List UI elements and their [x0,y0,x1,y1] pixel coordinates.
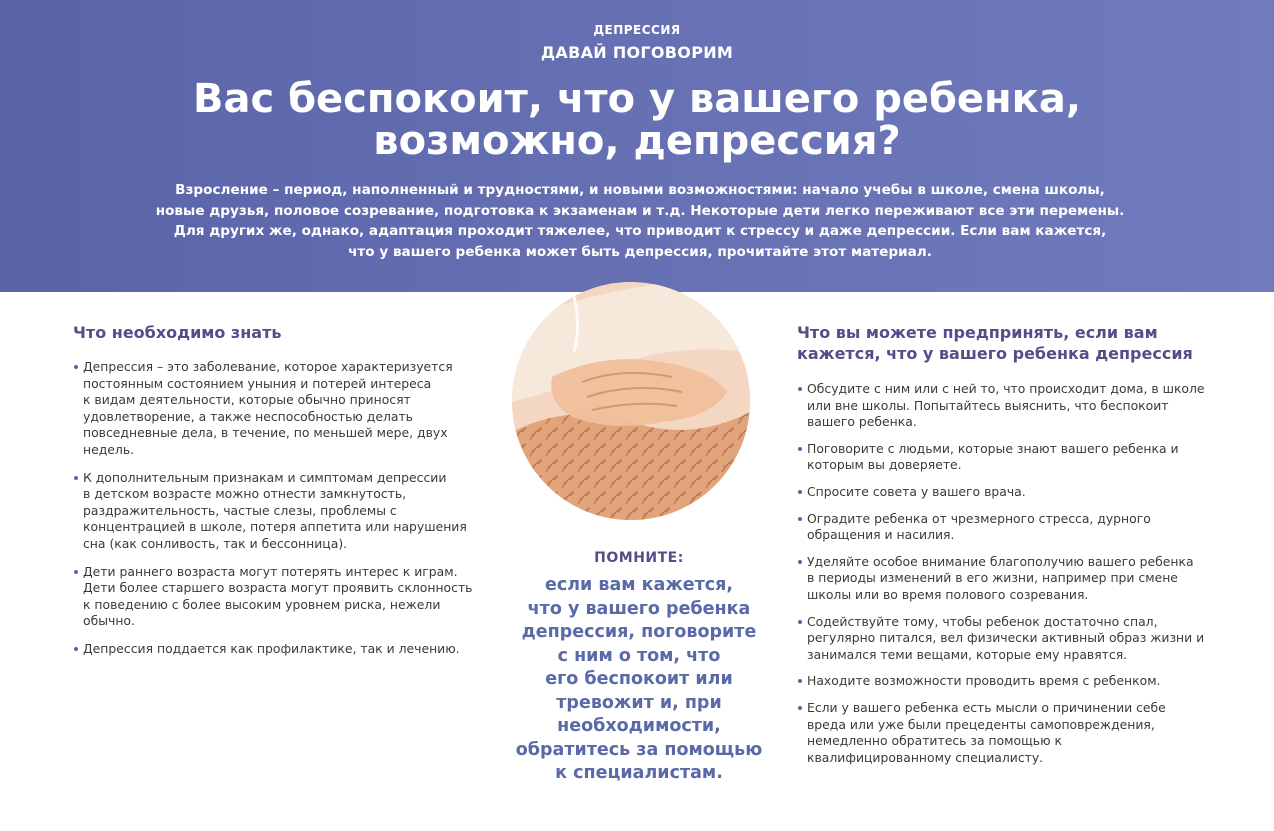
remember-box [510,550,768,786]
bullet-line: Дети раннего возраста могут потерять интерес к играм. [83,563,458,579]
right-heading-line: Что вы можете предпринять, если вам [797,323,1158,342]
subkicker: ДАВАЙ ПОГОВОРИМ [540,43,734,62]
bullet-item [797,700,1217,766]
remember-line: необходимости, [557,716,721,736]
bullet-line: немедленно обратитесь за помощью к [807,733,1062,749]
left-column [73,322,483,669]
title-line: Вас беспокоит, что у вашего ребенка, [192,76,1082,122]
bullet-line: Дети более старшего возраста могут проявить склонность [83,580,473,596]
bullet-line: к видам деятельности, которые обычно приносят [83,392,411,408]
bullet-line: обычно. [83,613,135,629]
right-bullet-list [797,381,1217,766]
bullet-line: постоянным состоянием уныния и потерей интереса [83,375,432,391]
bullet-line: обращения и насилия. [807,527,955,543]
bullet-line: Депрессия – это заболевание, которое характеризуется [83,359,453,374]
title-line: возможно, депрессия? [373,118,901,164]
bullet-line: Уделяйте особое внимание благополучию вашего ребенка [807,553,1194,569]
remember-line: с ним о том, что [557,645,721,666]
bullet-line: в детском возрасте можно отнести замкнутость, [83,486,407,502]
bullet-line: вашего ребенка. [807,414,917,430]
remember-line: депрессия, поговорите [521,622,757,642]
bullet-line: занимался теми вещами, которые ему нравятся. [807,646,1128,662]
bullet-item [797,381,1217,431]
intro-line: Взросление – период, наполненный и трудностями, и новыми возможностями: начало учебы в школе, смена школы, [175,182,1105,198]
remember-line: если вам кажется, [544,575,734,595]
bullet-line: Оградите ребенка от чрезмерного стресса, дурного [807,510,1151,526]
bullet-item [797,441,1217,474]
kicker: ДЕПРЕССИЯ [593,23,681,37]
bullet-line: Обсудите с ним или с ней то, что происходит дома, в школе [807,381,1205,396]
bullet-item [797,484,1217,501]
remember-label: ПОМНИТЕ: [594,550,684,566]
bullet-item [797,554,1217,604]
bullet-line: регулярно питался, вел физически активный образ жизни и [807,630,1205,646]
bullet-line: которым вы доверяете. [807,457,962,473]
bullet-line: или вне школы. Попытайтесь выяснить, что беспокоит [807,397,1169,413]
left-heading: Что необходимо знать [73,323,282,342]
bullet-item [797,673,1217,690]
bullet-line: школы или во время полового созревания. [807,586,1089,602]
remember-line: тревожит и, при [556,692,722,713]
bullet-line: квалифицированному специалисту. [807,749,1044,765]
bullet-line: концентрацией в школе, потеря аппетита или нарушения [83,519,467,535]
bullet-item [797,511,1217,544]
bullet-line: Поговорите с людьми, которые знают вашего ребенка и [807,440,1179,456]
bullet-item [73,564,483,630]
bullet-line: удовлетворение, а также неспособностью делать [83,408,413,424]
intro-line: новые друзья, половое созревание, подготовка к экзаменам и т.д. Некоторые дети легко переживают все эти перемены. [155,202,1125,219]
remember-text [510,574,768,786]
bullet-line: недель. [83,441,135,457]
bullet-line: К дополнительным признакам и симптомам депрессии [83,469,447,485]
right-heading [797,322,1217,364]
intro-line: что у вашего ребенка может быть депрессия, прочитайте этот материал. [348,243,932,260]
page-title [0,78,1274,162]
left-bullet-list [73,359,483,658]
bullet-item [73,470,483,553]
right-heading-line: кажется, что у вашего ребенка депрессия [797,344,1193,363]
remember-line: что у вашего ребенка [527,598,751,619]
bullet-line: Депрессия поддается как профилактике, так и лечению. [83,640,460,656]
bullet-line: раздражительность, частые слезы, проблемы с [83,502,397,518]
bullet-item [73,359,483,459]
right-column [797,322,1217,776]
bullet-line: повседневные дела, в течение, по меньшей мере, двух [83,425,448,441]
bullet-line: Спросите совета у вашего врача. [807,483,1026,499]
bullet-item [73,641,483,658]
hands-illustration [512,282,750,520]
bullet-line: Если у вашего ребенка есть мысли о причинении себе [807,699,1166,715]
intro-paragraph [90,180,1190,262]
bullet-line: Содействуйте тому, чтобы ребенок достаточно спал, [807,613,1158,629]
remember-line: обратитесь за помощью [515,739,763,760]
remember-line: к специалистам. [555,763,723,783]
header-banner [0,0,1274,292]
bullet-line: к поведению с более высоким уровнем риска, нежели [83,596,441,612]
bullet-line: в периоды изменений в его жизни, например при смене [807,570,1178,586]
remember-line: его беспокоит или [545,669,733,689]
bullet-line: Находите возможности проводить время с ребенком. [807,673,1161,689]
bullet-line: сна (как сонливость, так и бессонница). [83,535,348,551]
hands-photo [512,282,750,520]
intro-line: Для других же, однако, адаптация проходит тяжелее, что приводит к стрессу и даже депрессии. Если вам кажется, [173,223,1107,239]
bullet-item [797,614,1217,664]
bullet-line: вреда или уже были прецеденты самоповреждения, [807,716,1155,732]
